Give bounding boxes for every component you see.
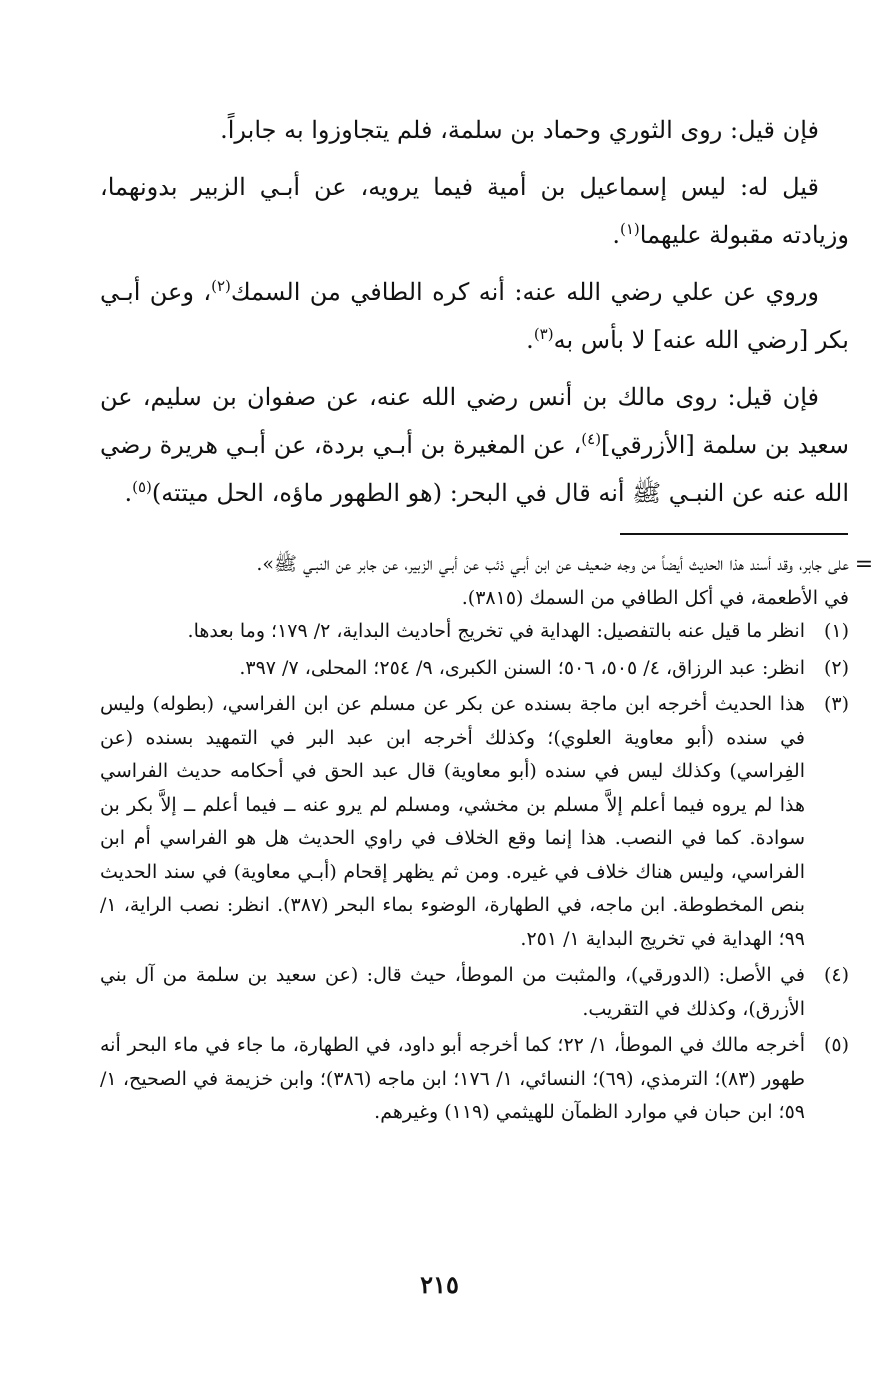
paragraph-1-text: فإن قيل: روى الثوري وحماد بن سلمة، فلم يتجاوزوا به جابراً. xyxy=(220,116,819,144)
paragraph-1 xyxy=(100,106,849,154)
footnote-ref-5: (٥) xyxy=(132,478,152,496)
paragraph-3-end: . xyxy=(526,326,534,354)
footnote-3 xyxy=(100,688,849,956)
paragraph-2-end: . xyxy=(612,221,620,249)
footnote-continuation-2: في الأطعمة، في أكل الطافي من السمك (٣٨١٥). xyxy=(461,586,849,609)
footnote-number: (٢) xyxy=(823,656,849,679)
footnotes xyxy=(100,548,849,1133)
footnote-2 xyxy=(100,652,849,686)
footnote-text: انظر ما قيل عنه بالتفصيل: الهداية في تخريج أحاديث البداية، ٢/ ١٧٩؛ وما بعدها. xyxy=(187,620,805,642)
footnote-text: في الأصل: (الدورقي)، والمثبت من الموطأ، حيث قال: (عن سعيد بن سلمة من آل بني الأزرق)، وكذلك في التقريب. xyxy=(100,964,805,1020)
footnote-text: انظر: عبد الرزاق، ٤/ ٥٠٥، ٥٠٦؛ السنن الكبرى، ٩/ ٢٥٤؛ المحلى، ٧/ ٣٩٧. xyxy=(239,656,805,679)
footnote-1 xyxy=(100,615,849,649)
footnote-number: (١) xyxy=(823,620,849,642)
paragraph-2-text: قيل له: ليس إسماعيل بن أمية فيما يرويه، عن أبـي الزبير بدونهما، وزيادته مقبولة عليهما xyxy=(100,173,849,249)
footnote-number: (٤) xyxy=(823,964,849,986)
paragraph-3-text: وروي عن علي رضي الله عنه: أنه كره الطافي من السمك xyxy=(230,278,819,306)
footnote-number: (٥) xyxy=(823,1034,849,1056)
paragraph-4-text-b: ، عن المغيرة بن أبـي بردة، عن أبـي هريرة رضي الله عنه عن النبـي ﷺ أنه قال في البحر: (هو الطهور ماؤه، الحل ميتته) xyxy=(100,431,849,507)
footnote-5 xyxy=(100,1029,849,1130)
footnote-separator xyxy=(620,533,848,535)
footnote-4 xyxy=(100,959,849,1026)
footnote-ref-3: (٣) xyxy=(533,325,554,343)
paragraph-3 xyxy=(100,268,849,364)
footnote-text: أخرجه مالك في الموطأ، ١/ ٢٢؛ كما أخرجه أبو داود، في الطهارة، ما جاء في ماء البحر أنه طهور (٨٣)؛ الترمذي، (٦٩)؛ النسائي، ١/ ١٧٦؛ ابن ماجه (٣٨٦)؛ وابن خزيمة في الصحيح، ١/ ٥٩؛ ابن حبان في موارد الظمآن للهيثمي (١١٩) وغيرهم. xyxy=(100,1034,806,1123)
footnote-number: (٣) xyxy=(823,693,849,715)
footnote-ref-4: (٤) xyxy=(581,430,602,448)
paragraph-2 xyxy=(100,163,849,259)
continuation-mark: = xyxy=(854,552,874,577)
footnote-ref-1: (١) xyxy=(619,220,640,238)
footnote-ref-2: (٢) xyxy=(211,277,231,295)
page-number: ٢١٥ xyxy=(420,1270,459,1299)
paragraph-4-text: فإن قيل: روى مالك بن أنس رضي الله عنه، عن صفوان بن سليم، عن سعيد بن سلمة [الأزرقي] xyxy=(100,383,849,459)
footnote-continuation: على جابر، وقد أسند هذا الحديث أيضاً من وجه ضعيف عن ابن أبـي ذئب عن أبـي الزبير، عن جابر عن النبـي ﷺ». xyxy=(256,553,849,575)
main-text xyxy=(100,106,849,526)
paragraph-4-end: . xyxy=(124,479,133,507)
footnote-text: هذا الحديث أخرجه ابن ماجة بسنده عن بكر عن مسلم عن ابن الفراسي، (بطوله) وليس في سنده (أبو معاوية العلوي)؛ وكذلك أخرجه ابن عبد البر في التمهيد بسنده (عن الفِراسي) وكذلك ليس في سنده (أبو معاوية) قال عبد الحق في أحكامه حديث الفراسي هذا لم يروه فيما أعلم إلاَّ مسلم بن مخشي، ومسلم لم يرو عنه ــ فيما أعلم ــ إلاَّ بكر بن سوادة. كما في النصب. هذا إنما وقع الخلاف في راوي الحديث هل هو الفراسي أم ابن الفراسي، وليس هناك خلاف في غيره. ومن ثم يظهر إقحام (أبـي معاوية) في سند الحديث بنص المخطوطة. ابن ماجه، في الطهارة، الوضوء بماء البحر (٣٨٧). انظر: نصب الراية، ١/ ٩٩؛ الهداية في تخريج البداية ١/ ٢٥١. xyxy=(100,693,805,950)
paragraph-3-text-b: ، وعن أبـي بكر [رضي الله عنه] لا بأس به xyxy=(100,278,849,354)
paragraph-4 xyxy=(100,373,849,517)
